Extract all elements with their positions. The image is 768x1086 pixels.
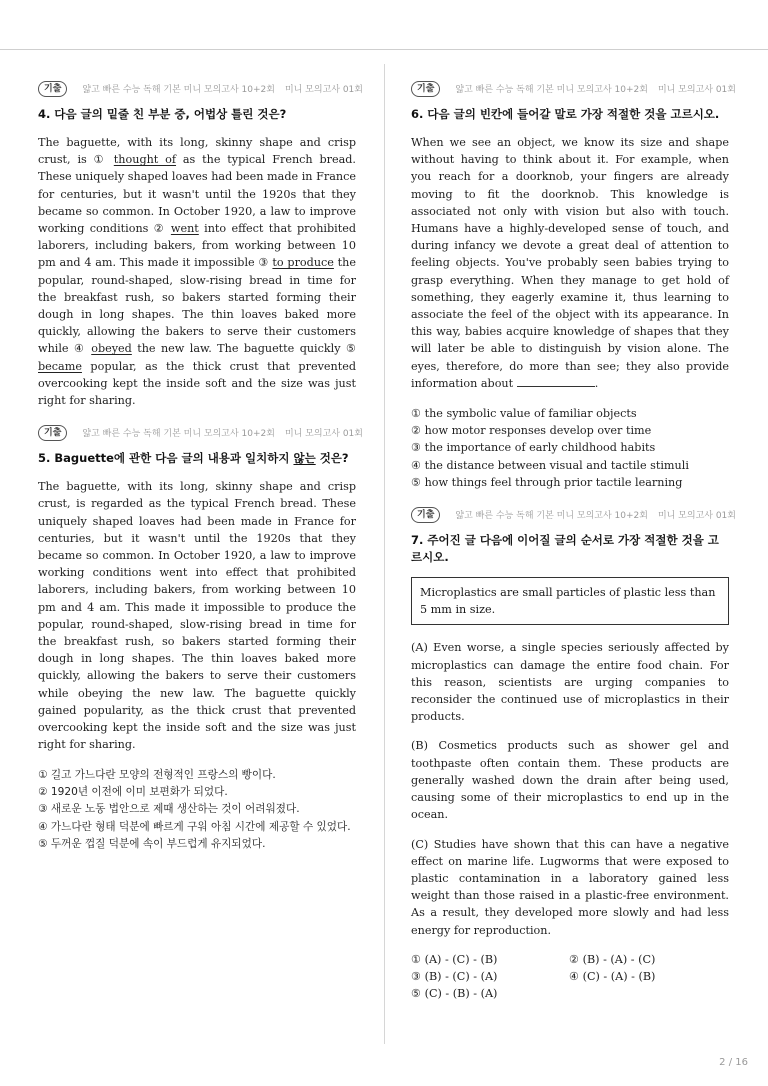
series-label: 얇고 빠른 수능 독해 기본 미니 모의고사 10+2회 [82, 429, 275, 440]
choice-4[interactable]: ④ 가느다란 형태 덕분에 빠르게 구워 아침 시간에 제공할 수 있었다. [38, 820, 351, 833]
question-7-choices [411, 951, 729, 1003]
question-6-title: 6. 다음 글의 빈칸에 들어갈 말로 가장 적절한 것을 고르시오. [411, 107, 720, 121]
header-rule [0, 49, 768, 50]
question-6-passage: When we see an object, we know its size and shape without having to think about it. For example, when you reach for a doorknob, your fingers are already moving to fit the doorknob. This knowledge is associated not only with vision but also with touch. Humans have a highly-developed sense of touch, and during infancy we devote a great deal of attention to feeling objects. You've probably seen babies trying to grasp everything. When they manage to get hold of something, they eagerly examine it, thus learning to associate the feel of the object with its appearance. In this way, babies acquire knowledge of shapes that they will later be able to distinguish by vision alone. The eyes, therefore, do more than see; they also provide information about . [411, 136, 729, 390]
choice-2[interactable]: ② how motor responses develop over time [411, 424, 652, 438]
underlined-4: obeyed [91, 342, 132, 356]
underlined-1: thought of [113, 153, 177, 167]
question-7-tagline [411, 506, 736, 523]
exam-label: 미니 모의고사 01회 [657, 85, 736, 95]
question-6-tagline [411, 80, 736, 97]
right-column [411, 80, 736, 1002]
choice-3[interactable]: ③ (B) - (C) - (A) [411, 969, 498, 983]
exam-label: 미니 모의고사 01회 [284, 429, 363, 440]
question-4-tagline [38, 80, 363, 97]
choice-3[interactable]: ③ 새로운 노동 법안으로 제때 생산하는 것이 어려워졌다. [38, 803, 300, 816]
paragraph-b: (B) Cosmetics products such as shower gel and toothpaste often contain them. These products are generally washed down the drain after being used, causing some of their microplastics to end up in the ocean. [411, 739, 729, 822]
choice-3[interactable]: ③ the importance of early childhood habits [411, 441, 656, 455]
paragraph-c: (C) Studies have shown that this can have a negative effect on marine life. Lugworms that were exposed to plastic contamination in a laboratory gained less weight than those raised in a plastic-free environment. As a result, they developed more slowly and had less energy for reproduction. [411, 837, 729, 937]
choice-1[interactable]: ① (A) - (C) - (B) [411, 952, 498, 966]
choice-5[interactable]: ⑤ (C) - (B) - (A) [411, 987, 498, 1001]
exam-label: 미니 모의고사 01회 [284, 85, 363, 95]
question-7-title: 7. 주어진 글 다음에 이어질 글의 순서로 가장 적절한 것을 고르시오. [411, 533, 719, 565]
choice-5[interactable]: ⑤ how things feel through prior tactile learning [411, 475, 683, 489]
choice-2[interactable]: ② 1920년 이전에 이미 보편화가 되었다. [38, 785, 228, 798]
past-exam-badge: 기출 [411, 81, 440, 97]
question-5-tagline [38, 424, 363, 441]
choice-5[interactable]: ⑤ 두꺼운 껍질 덕분에 속이 부드럽게 유지되었다. [38, 838, 266, 851]
underlined-2: went [170, 222, 199, 236]
series-label: 얇고 빠른 수능 독해 기본 미니 모의고사 10+2회 [455, 511, 648, 522]
underlined-3: to produce [272, 256, 334, 270]
past-exam-badge: 기출 [411, 507, 440, 523]
choice-4[interactable]: ④ (C) - (A) - (B) [569, 969, 656, 983]
choice-4[interactable]: ④ the distance between visual and tactile stimuli [411, 458, 689, 472]
past-exam-badge: 기출 [38, 81, 67, 97]
given-sentence-box: Microplastics are small particles of plastic less than 5 mm in size. [411, 577, 729, 625]
column-divider [384, 64, 385, 1044]
underlined-5: became [38, 359, 82, 373]
question-5-title: 5. Baguette에 관한 다음 글의 내용과 일치하지 않는 것은? [38, 451, 349, 466]
series-label: 얇고 빠른 수능 독해 기본 미니 모의고사 10+2회 [455, 85, 648, 95]
question-6-choices [411, 405, 729, 491]
question-5-choices [38, 767, 356, 854]
paragraph-a: (A) Even worse, a single species seriously affected by microplastics can damage the entire food chain. For this reason, scientists are urging companies to reconsider the continued use of microplastics in their products. [411, 641, 729, 724]
exam-label: 미니 모의고사 01회 [657, 511, 736, 522]
question-4-title: 4. 다음 글의 밑줄 친 부분 중, 어법상 틀린 것은? [38, 107, 287, 121]
choice-2[interactable]: ② (B) - (A) - (C) [569, 952, 656, 966]
question-4-passage: The baguette, with its long, skinny shape and crisp crust, is ① thought of as the typical French bread. These uniquely shaped loaves had been made in France for centuries, but it wasn't until the 1920s that they became so common. In October 1920, a law to improve working conditions ② went into effect that prohibited laborers, including bakers, from working between 10 pm and 4 am. This made it impossible ③ to produce the popular, round-shaped, slow-rising bread in time for the breakfast rush, so bakers started forming their dough in long shapes. The thin loaves baked more quickly, allowing the bakers to serve their customers while ④ obeyed the new law. The baguette quickly ⑤ became popular, as the thick crust that prevented overcooking kept the inside soft and the size was just right for sharing. [38, 136, 356, 408]
choice-1[interactable]: ① the symbolic value of familiar objects [411, 407, 637, 421]
question-5-passage: The baguette, with its long, skinny shape and crisp crust, is regarded as the typical French bread. These uniquely shaped loaves had been made in France for centuries, but it wasn't until the 1920s that they became so common. In October 1920, a law to improve working conditions went into effect that prohibited laborers, including bakers, from working between 10 pm and 4 am. This made it impossible to produce the popular, round-shaped, slow-rising bread in time for the breakfast rush, so bakers started forming their dough in long shapes. The thin loaves baked more quickly, allowing the bakers to serve their customers while obeying the new law. The baguette quickly gained popularity, as the thick crust that prevented overcooking kept the inside soft and the size was just right for sharing. [38, 480, 356, 752]
answer-blank [517, 376, 595, 387]
page-number: 2 / 16 [719, 1057, 748, 1068]
left-column [38, 80, 363, 854]
series-label: 얇고 빠른 수능 독해 기본 미니 모의고사 10+2회 [82, 85, 275, 95]
choice-1[interactable]: ① 길고 가느다란 모양의 전형적인 프랑스의 빵이다. [38, 768, 276, 781]
past-exam-badge: 기출 [38, 425, 67, 441]
